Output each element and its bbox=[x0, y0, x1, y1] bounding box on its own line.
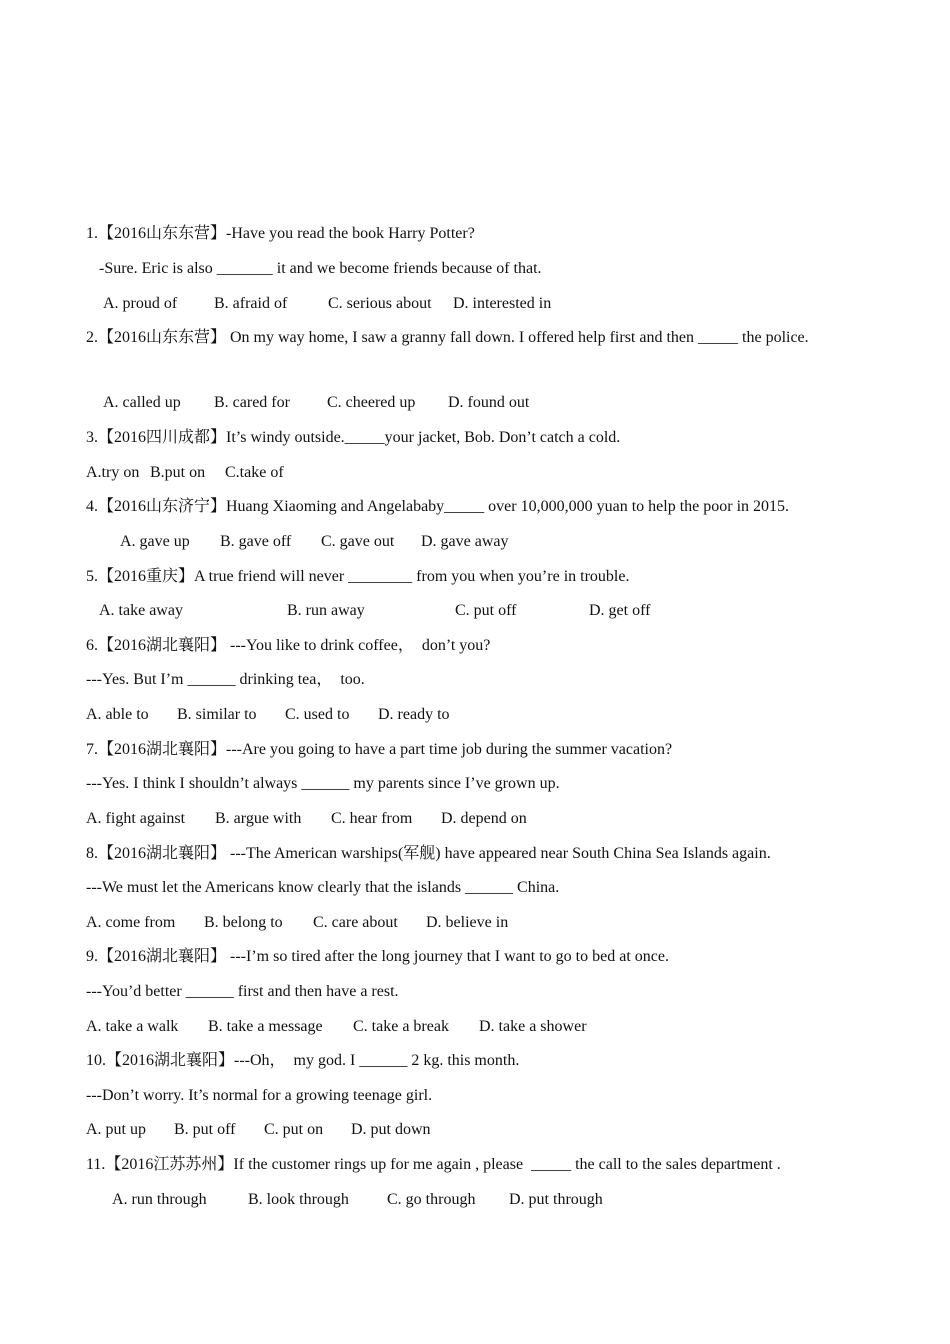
question-7-stem: 7.【2016湖北襄阳】---Are you going to have a part time job during the summer vacation? bbox=[86, 741, 673, 758]
question-5-option-a: A. take away bbox=[99, 602, 183, 619]
question-1-option-b: B. afraid of bbox=[214, 295, 288, 312]
question-3-stem: 3.【2016四川成都】It’s windy outside._____your jacket, Bob. Don’t catch a cold. bbox=[86, 429, 621, 446]
question-1-followup: -Sure. Eric is also _______ it and we become friends because of that. bbox=[99, 260, 542, 277]
question-9-option-c: C. take a break bbox=[353, 1018, 449, 1035]
question-11-stem: 11.【2016江苏苏州】If the customer rings up for me again , please _____ the call to the sales department . bbox=[86, 1156, 781, 1173]
question-2-option-c: C. cheered up bbox=[327, 394, 416, 411]
question-9-option-d: D. take a shower bbox=[479, 1018, 587, 1035]
question-9-option-b: B. take a message bbox=[208, 1018, 323, 1035]
question-1-stem: 1.【2016山东东营】-Have you read the book Harry Potter? bbox=[86, 225, 475, 242]
question-11-option-d: D. put through bbox=[509, 1191, 603, 1208]
question-4-option-c: C. gave out bbox=[321, 533, 395, 550]
question-7-option-b: B. argue with bbox=[215, 810, 302, 827]
question-8-option-a: A. come from bbox=[86, 914, 176, 931]
question-5-option-b: B. run away bbox=[287, 602, 365, 619]
question-10-option-b: B. put off bbox=[174, 1121, 236, 1138]
question-3-option-b: B.put on bbox=[150, 464, 206, 481]
question-8-option-d: D. believe in bbox=[426, 914, 509, 931]
question-2-option-b: B. cared for bbox=[214, 394, 290, 411]
question-5-stem: 5.【2016重庆】A true friend will never ________ from you when you’re in trouble. bbox=[86, 568, 630, 585]
question-6-option-c: C. used to bbox=[285, 706, 350, 723]
question-3-option-a: A.try on bbox=[86, 464, 140, 481]
question-7-option-d: D. depend on bbox=[441, 810, 527, 827]
question-8-option-b: B. belong to bbox=[204, 914, 283, 931]
question-9-option-a: A. take a walk bbox=[86, 1018, 179, 1035]
question-10-stem: 10.【2016湖北襄阳】---Oh， my god. I ______ 2 kg. this month. bbox=[86, 1052, 520, 1069]
question-11-option-a: A. run through bbox=[112, 1191, 207, 1208]
question-7-followup: ---Yes. I think I shouldn’t always ______ my parents since I’ve grown up. bbox=[86, 775, 560, 792]
question-3-option-c: C.take of bbox=[225, 464, 284, 481]
question-1-option-c: C. serious about bbox=[328, 295, 432, 312]
question-10-option-a: A. put up bbox=[86, 1121, 146, 1138]
question-7-option-a: A. fight against bbox=[86, 810, 186, 827]
question-6-option-a: A. able to bbox=[86, 706, 149, 723]
question-4-stem: 4.【2016山东济宁】Huang Xiaoming and Angelababy_____ over 10,000,000 yuan to help the poor in 2015. bbox=[86, 498, 790, 515]
question-10-option-c: C. put on bbox=[264, 1121, 324, 1138]
question-9-stem: 9.【2016湖北襄阳】 ---I’m so tired after the long journey that I want to go to bed at once. bbox=[86, 948, 669, 965]
question-10-option-d: D. put down bbox=[351, 1121, 431, 1138]
question-2-option-a: A. called up bbox=[103, 394, 181, 411]
question-2-stem: 2.【2016山东东营】 On my way home, I saw a granny fall down. I offered help first and then _____ the police. bbox=[86, 329, 809, 346]
question-8-option-c: C. care about bbox=[313, 914, 398, 931]
question-6-option-b: B. similar to bbox=[177, 706, 257, 723]
question-2-option-d: D. found out bbox=[448, 394, 530, 411]
question-7-option-c: C. hear from bbox=[331, 810, 413, 827]
question-4-option-d: D. gave away bbox=[421, 533, 509, 550]
question-8-followup: ---We must let the Americans know clearly that the islands ______ China. bbox=[86, 879, 560, 896]
question-8-stem: 8.【2016湖北襄阳】 ---The American warships(军舰) have appeared near South China Sea Islands again. bbox=[86, 845, 771, 862]
question-11-option-b: B. look through bbox=[248, 1191, 349, 1208]
question-4-option-a: A. gave up bbox=[120, 533, 190, 550]
question-9-followup: ---You’d better ______ first and then have a rest. bbox=[86, 983, 399, 1000]
question-4-option-b: B. gave off bbox=[220, 533, 292, 550]
question-1-option-a: A. proud of bbox=[103, 295, 178, 312]
question-6-followup: ---Yes. But I’m ______ drinking tea， too. bbox=[86, 671, 365, 688]
question-10-followup: ---Don’t worry. It’s normal for a growing teenage girl. bbox=[86, 1087, 433, 1104]
question-5-option-c: C. put off bbox=[455, 602, 517, 619]
question-11-option-c: C. go through bbox=[387, 1191, 476, 1208]
question-6-option-d: D. ready to bbox=[378, 706, 450, 723]
question-1-option-d: D. interested in bbox=[453, 295, 552, 312]
question-6-stem: 6.【2016湖北襄阳】 ---You like to drink coffee， don’t you? bbox=[86, 637, 491, 654]
question-5-option-d: D. get off bbox=[589, 602, 651, 619]
